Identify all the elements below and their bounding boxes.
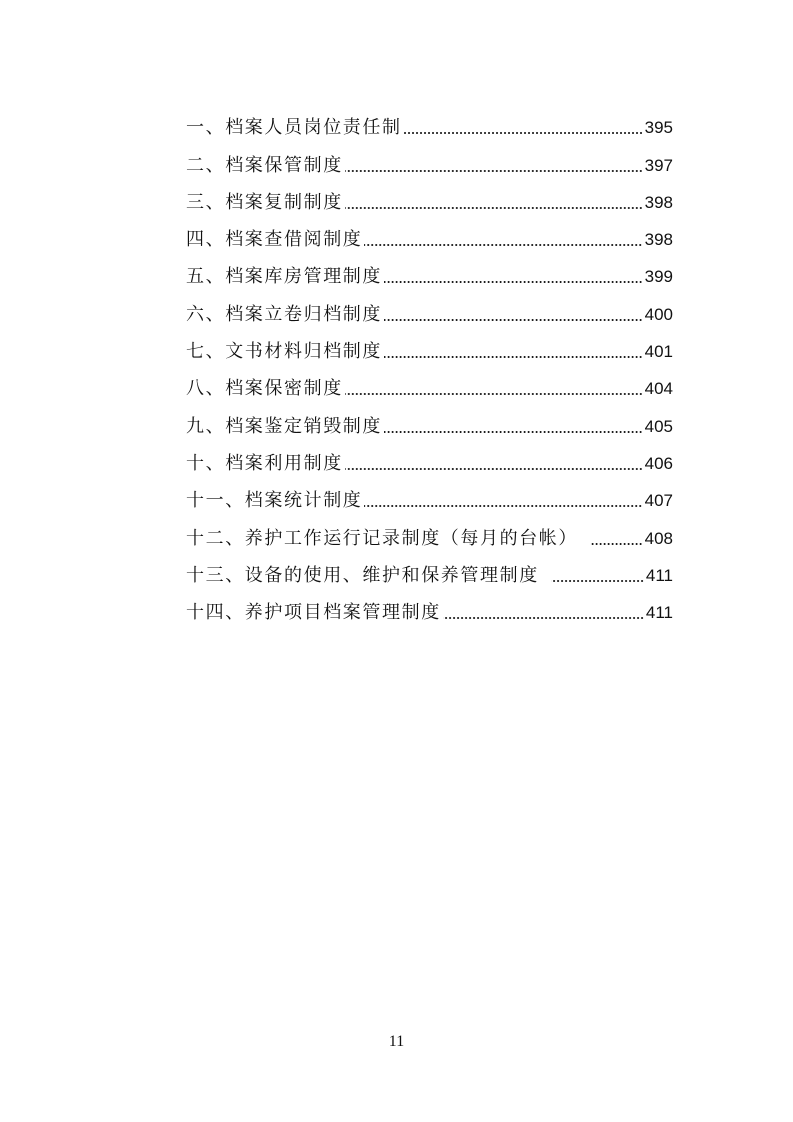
- toc-entry-title: 十四、养护项目档案管理制度: [186, 602, 441, 624]
- toc-entry-page: 405: [644, 416, 673, 436]
- toc-dot-leader: [384, 281, 643, 283]
- toc-entry[interactable]: [186, 363, 673, 400]
- toc-dot-leader: [443, 617, 644, 619]
- toc-entry-page: 395: [644, 118, 673, 138]
- toc-entry[interactable]: [186, 512, 673, 549]
- toc-entry[interactable]: [186, 214, 673, 251]
- toc-entry[interactable]: [186, 475, 673, 512]
- toc-dot-leader: [384, 319, 643, 321]
- toc-dot-leader: [345, 393, 643, 395]
- toc-entry-page: 408: [644, 528, 673, 548]
- toc-dot-leader: [345, 468, 643, 470]
- toc-entry[interactable]: [186, 550, 673, 587]
- toc-dot-leader: [551, 580, 644, 582]
- table-of-contents: [186, 102, 673, 624]
- toc-dot-leader: [345, 207, 643, 209]
- toc-entry[interactable]: [186, 139, 673, 176]
- toc-entry-title: 二、档案保管制度: [186, 154, 343, 176]
- toc-entry-page: 407: [644, 491, 673, 511]
- toc-dot-leader: [384, 356, 643, 358]
- toc-entry-page: 411: [645, 565, 673, 585]
- toc-entry-page: 400: [644, 304, 673, 324]
- toc-entry-page: 404: [644, 379, 673, 399]
- toc-entry[interactable]: [186, 288, 673, 325]
- toc-dot-leader: [345, 170, 643, 172]
- toc-dot-leader: [404, 132, 643, 134]
- toc-entry-page: 398: [644, 230, 673, 250]
- toc-entry-title: 六、档案立卷归档制度: [186, 303, 382, 325]
- toc-entry-title: 五、档案库房管理制度: [186, 266, 382, 288]
- toc-entry-title: 七、文书材料归档制度: [186, 341, 382, 363]
- toc-entry-page: 401: [644, 342, 673, 362]
- toc-entry[interactable]: [186, 102, 673, 139]
- toc-entry[interactable]: [186, 326, 673, 363]
- toc-entry-page: 398: [644, 192, 673, 212]
- toc-entry-title: 四、档案查借阅制度: [186, 229, 363, 251]
- toc-entry-title: 三、档案复制制度: [186, 191, 343, 213]
- toc-entry-title: 八、档案保密制度: [186, 378, 343, 400]
- toc-entry[interactable]: [186, 587, 673, 624]
- toc-entry-page: 411: [645, 603, 673, 623]
- toc-dot-leader: [364, 505, 642, 507]
- toc-entry-title: 九、档案鉴定销毁制度: [186, 415, 382, 437]
- toc-entry[interactable]: [186, 438, 673, 475]
- toc-entry-title: 十三、设备的使用、维护和保养管理制度: [186, 564, 539, 586]
- toc-entry-title: 十一、档案统计制度: [186, 490, 363, 512]
- toc-entry[interactable]: [186, 400, 673, 437]
- toc-dot-leader: [384, 431, 643, 433]
- toc-entry-title: 一、档案人员岗位责任制: [186, 117, 402, 139]
- toc-dot-leader: [590, 543, 643, 545]
- toc-dot-leader: [364, 244, 642, 246]
- toc-entry-title: 十、档案利用制度: [186, 452, 343, 474]
- footer-page-number: 11: [388, 1033, 405, 1050]
- toc-entry[interactable]: [186, 251, 673, 288]
- toc-entry[interactable]: [186, 177, 673, 214]
- toc-entry-title: 十二、养护工作运行记录制度（每月的台帐）: [186, 527, 578, 549]
- toc-entry-page: 399: [644, 267, 673, 287]
- toc-entry-page: 397: [644, 155, 673, 175]
- toc-entry-page: 406: [644, 453, 673, 473]
